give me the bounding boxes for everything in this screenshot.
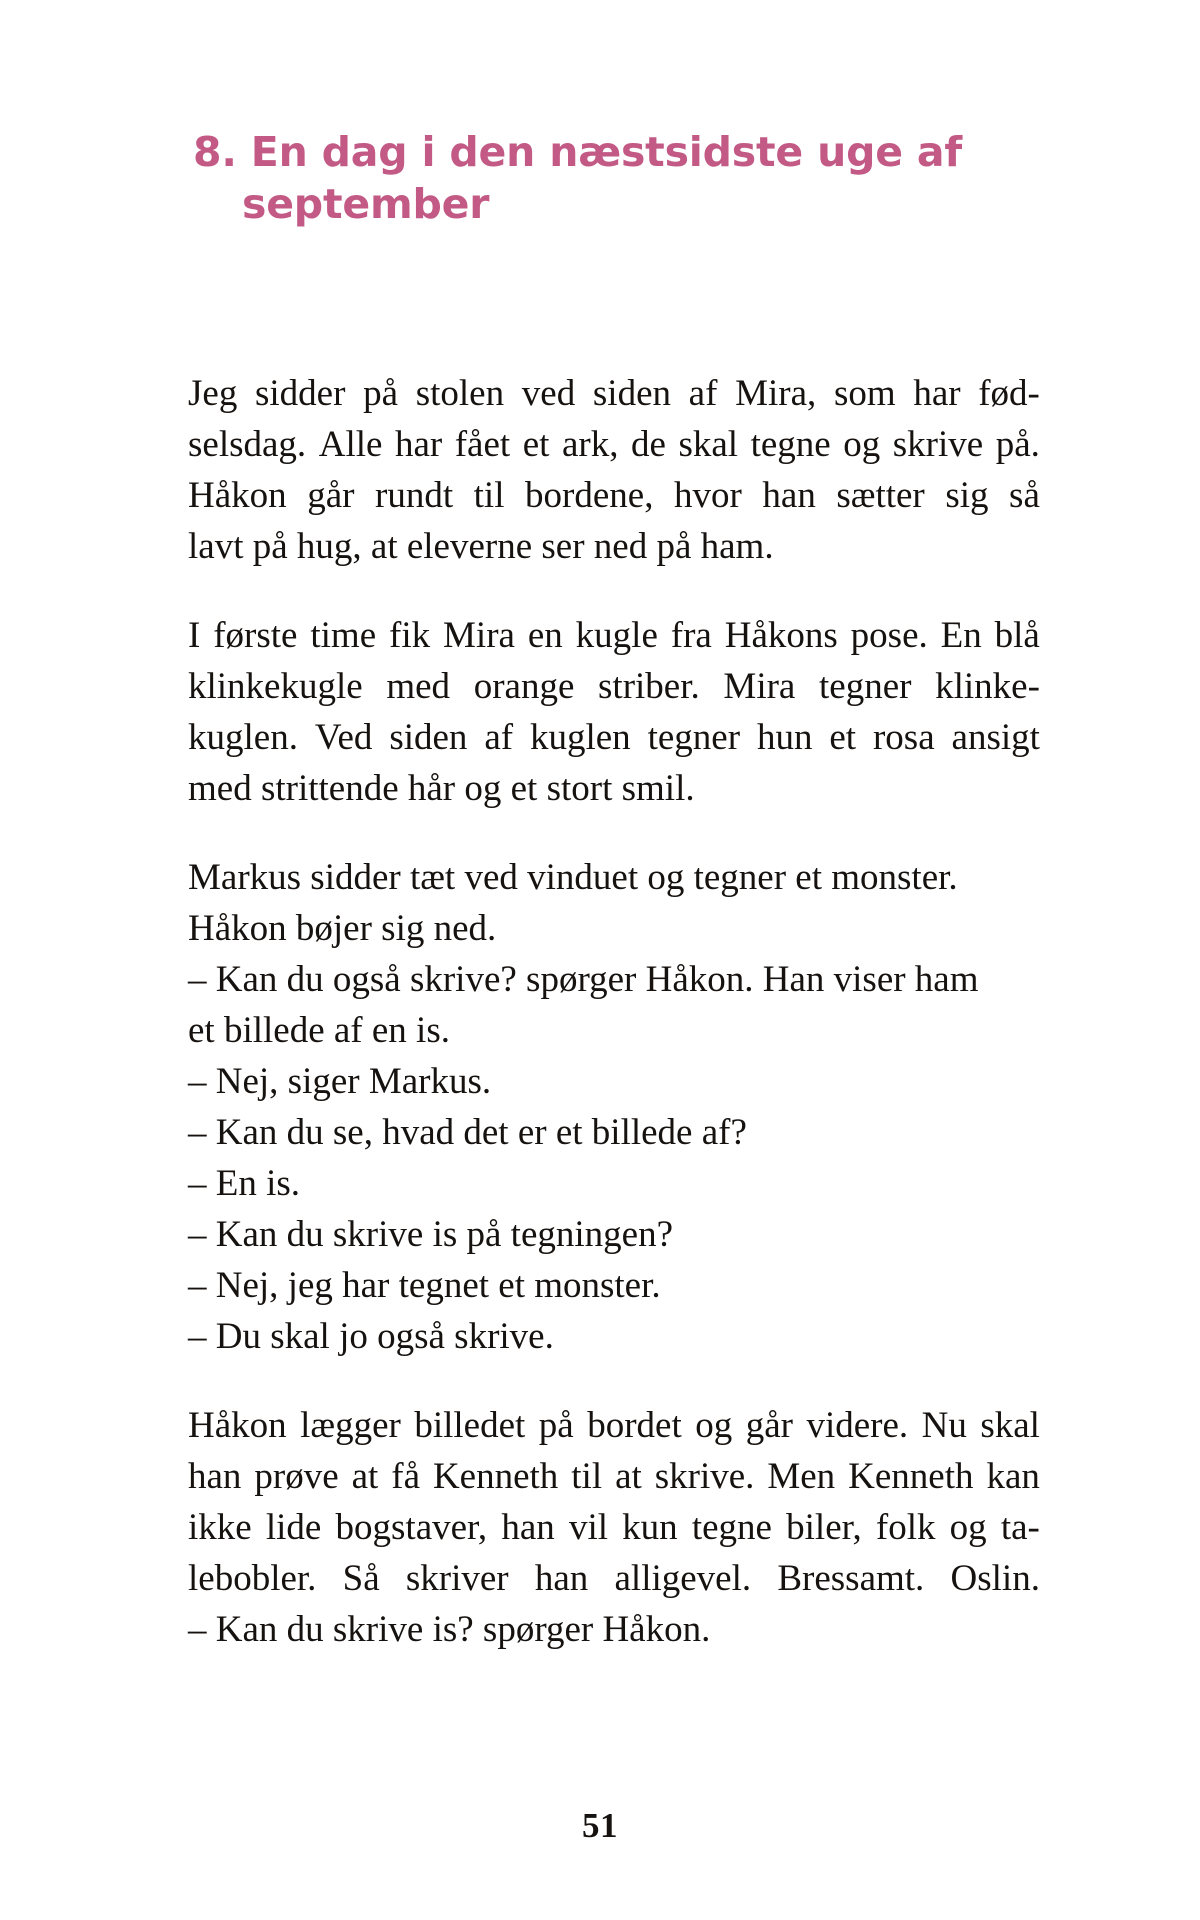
word: en [527,615,563,656]
word: kun [622,1507,678,1548]
dialogue-line: – Du skal jo også skrive. [188,1316,554,1357]
word: har [394,424,443,465]
dialogue-line: – Nej, siger Markus. [188,1061,492,1102]
text-line: med strittende hår og et stort smil. [188,768,695,809]
word: går [307,475,355,516]
word: sidder [255,373,346,414]
word: kuglen. [188,717,298,758]
word: på [538,1405,574,1446]
text-line [188,1553,1040,1604]
word: siden [389,717,468,758]
word: biler, [786,1507,862,1548]
word: folk [875,1507,936,1548]
word: Mira [723,666,796,707]
word: bordet [587,1405,682,1446]
word: han [534,1558,589,1599]
paragraph-1 [188,368,1040,572]
word: stolen [415,373,505,414]
word: Mira [443,615,515,656]
word: han [762,475,816,516]
word: sig [945,475,989,516]
paragraph-2 [188,610,1040,814]
word: prøve [254,1456,339,1497]
body-text-column [188,368,1040,1655]
word: lebobler. [188,1558,317,1599]
word: et [829,717,857,758]
text-line [188,610,1040,661]
word: Alle [318,424,383,465]
word: og [843,424,881,465]
word: orange [473,666,575,707]
dialogue-line: – En is. [188,1163,301,1204]
word: hun [756,717,813,758]
word: et [522,424,550,465]
word: fra [670,615,712,656]
word: rundt [375,475,454,516]
dialogue-line: – Kan du skrive is på tegningen? [188,1214,673,1255]
word: vil [568,1507,608,1548]
word: fød- [978,373,1040,414]
word: Kenneth [848,1456,974,1497]
word: Ved [314,717,373,758]
word: videre. [806,1405,909,1446]
word: skriver [405,1558,509,1599]
word: I [188,615,201,656]
word: hvor [674,475,742,516]
word: så [1009,475,1040,516]
word: siden [592,373,671,414]
text-line [188,1451,1040,1502]
text-line: lavt på hug, at eleverne ser ned på ham. [188,526,774,567]
word: klinke- [935,666,1040,707]
word: ansigt [951,717,1040,758]
word: og [695,1405,733,1446]
dialogue-line: – Kan du skrive is? spørger Håkon. [188,1609,711,1650]
word: som [833,373,896,414]
word: alligevel. [614,1558,752,1599]
word: fik [389,615,431,656]
word: tegner [647,717,741,758]
word: striber. [598,666,700,707]
text-line [188,470,1040,521]
word: Håkon [188,1405,287,1446]
word: de [630,424,666,465]
word: selsdag. [188,424,307,465]
word: kan [986,1456,1040,1497]
word: at [351,1456,379,1497]
word: time [310,615,377,656]
word: bordene, [525,475,654,516]
text-line: et billede af en is. [188,1010,450,1051]
word: ikke [188,1507,252,1548]
word: til [473,475,505,516]
word: til [571,1456,603,1497]
word: tegne [691,1507,772,1548]
word: har [913,373,961,414]
word: blå [994,615,1040,656]
text-line: Markus sidder tæt ved vinduet og tegner et monster. [188,857,958,898]
dialogue-line: – Kan du også skrive? spørger Håkon. Han viser ham [188,959,979,1000]
word: Jeg [188,373,238,414]
word: og [949,1507,987,1548]
word: skal [980,1405,1040,1446]
text-line: Håkon bøjer sig ned. [188,908,497,949]
chapter-heading [193,127,962,230]
word: bogstaver, [335,1507,488,1548]
word: Men [767,1456,836,1497]
word: ved [521,373,576,414]
word: skrive [892,424,984,465]
word: med [386,666,451,707]
text-line [188,419,1040,470]
word: billedet [414,1405,526,1446]
word: rosa [872,717,935,758]
paragraph-4 [188,1400,1040,1655]
word: går [745,1405,793,1446]
word: få [391,1456,420,1497]
word: af [688,373,718,414]
text-line [188,712,1040,763]
word: han [501,1507,555,1548]
word: kugle [575,615,658,656]
word: at [615,1456,642,1497]
text-line [188,661,1040,712]
word: første [213,615,298,656]
word: lide [265,1507,322,1548]
word: af [484,717,514,758]
dialogue-line: – Kan du se, hvad det er et billede af? [188,1112,747,1153]
word: han [188,1456,242,1497]
word: Håkon [188,475,287,516]
word: sætter [836,475,925,516]
dialogue-line: – Nej, jeg har tegnet et monster. [188,1265,661,1306]
page-number: 51 [582,1806,618,1845]
word: lægger [300,1405,401,1446]
text-line [188,1400,1040,1451]
word: på [363,373,399,414]
word: ta- [1000,1507,1040,1548]
word: tegner [819,666,912,707]
word: skal [678,424,739,465]
word: tegne [750,424,831,465]
word: Så [342,1558,380,1599]
word: skrive. [654,1456,755,1497]
word: En [940,615,982,656]
chapter-heading-line-1: 8. En dag i den næstsidste uge af [193,128,962,177]
word: Håkons [724,615,838,656]
word: kuglen [529,717,631,758]
word: Bressamt. [777,1558,925,1599]
word: Oslin. [950,1558,1040,1599]
word: fået [454,424,511,465]
word: Mira, [735,373,817,414]
text-line [188,368,1040,419]
word: på. [995,424,1040,465]
text-line [188,1502,1040,1553]
word: klinkekugle [188,666,363,707]
word: Kenneth [432,1456,559,1497]
word: pose. [850,615,928,656]
word: Nu [921,1405,967,1446]
chapter-heading-line-2: september [242,180,490,229]
word: ark, [561,424,619,465]
paragraph-3 [188,852,1040,1362]
